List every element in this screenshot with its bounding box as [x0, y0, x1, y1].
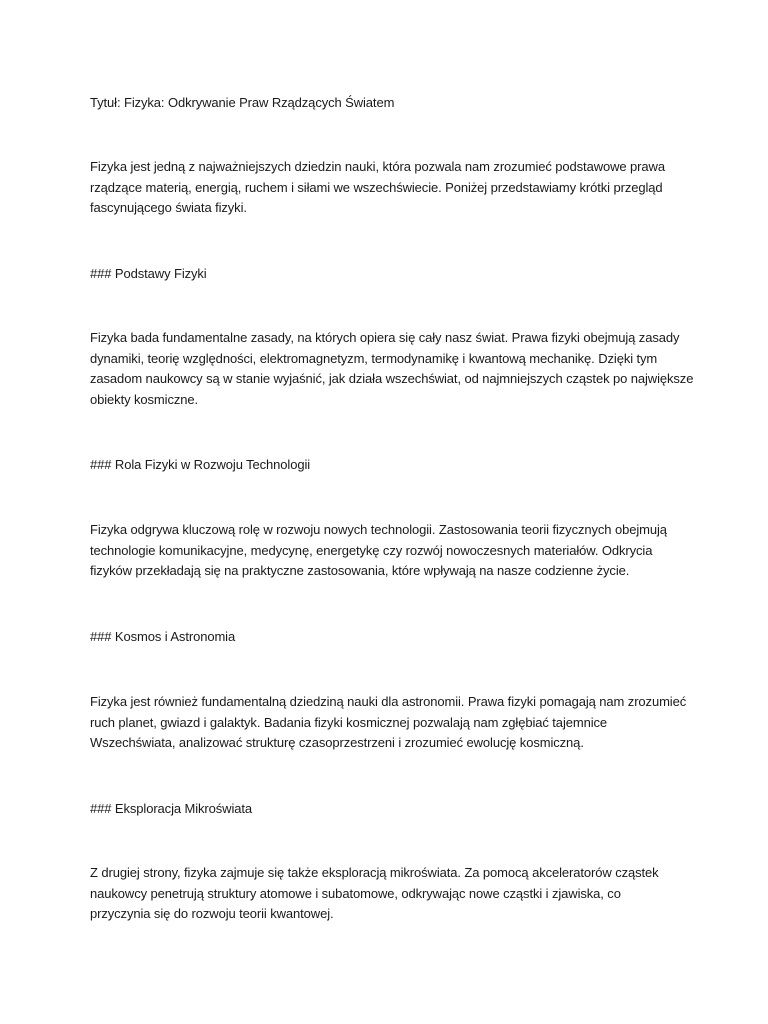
paragraph-line: Fizyka bada fundamentalne zasady, na których opiera się cały nasz świat. Prawa fizyki obejmują zasady [90, 330, 680, 345]
paragraph-line: naukowcy penetrują struktury atomowe i subatomowe, odkrywając nowe cząstki i zjawiska, co [90, 885, 621, 901]
paragraph-line: fascynującego świata fizyki. [90, 200, 247, 215]
paragraph-line: obiekty kosmiczne. [90, 391, 199, 407]
document-title-text: Tytuł: Fizyka: Odkrywanie Praw Rządzących Światem [90, 95, 395, 110]
paragraph-line: Fizyka odgrywa kluczową rolę w rozwoju nowych technologii. Zastosowania teorii fizycznych obejmują [90, 522, 667, 537]
section-body-mikroswiat [90, 863, 690, 925]
paragraph-line: fizyków przekładają się na praktyczne zastosowania, które wpływają na nasze codzienne życie. [90, 563, 630, 578]
section-heading-podstawy [90, 264, 690, 285]
paragraph-line: dynamiki, teorię względności, elektromagnetyzm, termodynamikę i kwantową mechanikę. Dzięki tym [90, 350, 658, 366]
section-heading-kosmos [90, 627, 690, 648]
section-body-technologia [90, 520, 690, 582]
section-body-kosmos [90, 692, 690, 754]
paragraph-line: Fizyka jest również fundamentalną dziedziną nauki dla astronomii. Prawa fizyki pomagają nam zrozumieć [90, 694, 687, 709]
paragraph-line: ruch planet, gwiazd i galaktyk. Badania fizyki kosmicznej pozwalają nam zgłębiać tajemnice [90, 714, 608, 730]
paragraph-line: technologie komunikacyjne, medycynę, energetykę czy rozwój nowoczesnych materiałów. Odkrycia [90, 542, 653, 558]
document-title [90, 93, 690, 114]
section-heading-technologia [90, 455, 690, 476]
intro-paragraph [90, 157, 690, 219]
paragraph-line: przyczynia się do rozwoju teorii kwantowej. [90, 906, 334, 921]
paragraph-line: Fizyka jest jedną z najważniejszych dziedzin nauki, która pozwala nam zrozumieć podstawowe prawa [90, 159, 665, 174]
paragraph-line: Z drugiej strony, fizyka zajmuje się także eksploracją mikroświata. Za pomocą akceleratorów cząstek [90, 865, 659, 880]
section-heading-text: ### Kosmos i Astronomia [90, 629, 236, 644]
section-body-podstawy [90, 328, 694, 410]
paragraph-line: rządzące materią, energią, ruchem i siłami we wszechświecie. Poniżej przedstawiamy krótki przegląd [90, 179, 663, 195]
section-heading-text: ### Podstawy Fizyki [90, 266, 207, 281]
paragraph-line: zasadom naukowcy są w stanie wyjaśnić, jak działa wszechświat, od najmniejszych cząstek po największe [90, 371, 694, 386]
section-heading-text: ### Rola Fizyki w Rozwoju Technologii [90, 457, 311, 472]
section-heading-mikroswiat [90, 799, 690, 820]
paragraph-line: Wszechświata, analizować strukturę czasoprzestrzeni i zrozumieć ewolucję kosmiczną. [90, 735, 584, 750]
section-heading-text: ### Eksploracja Mikroświata [90, 801, 253, 816]
